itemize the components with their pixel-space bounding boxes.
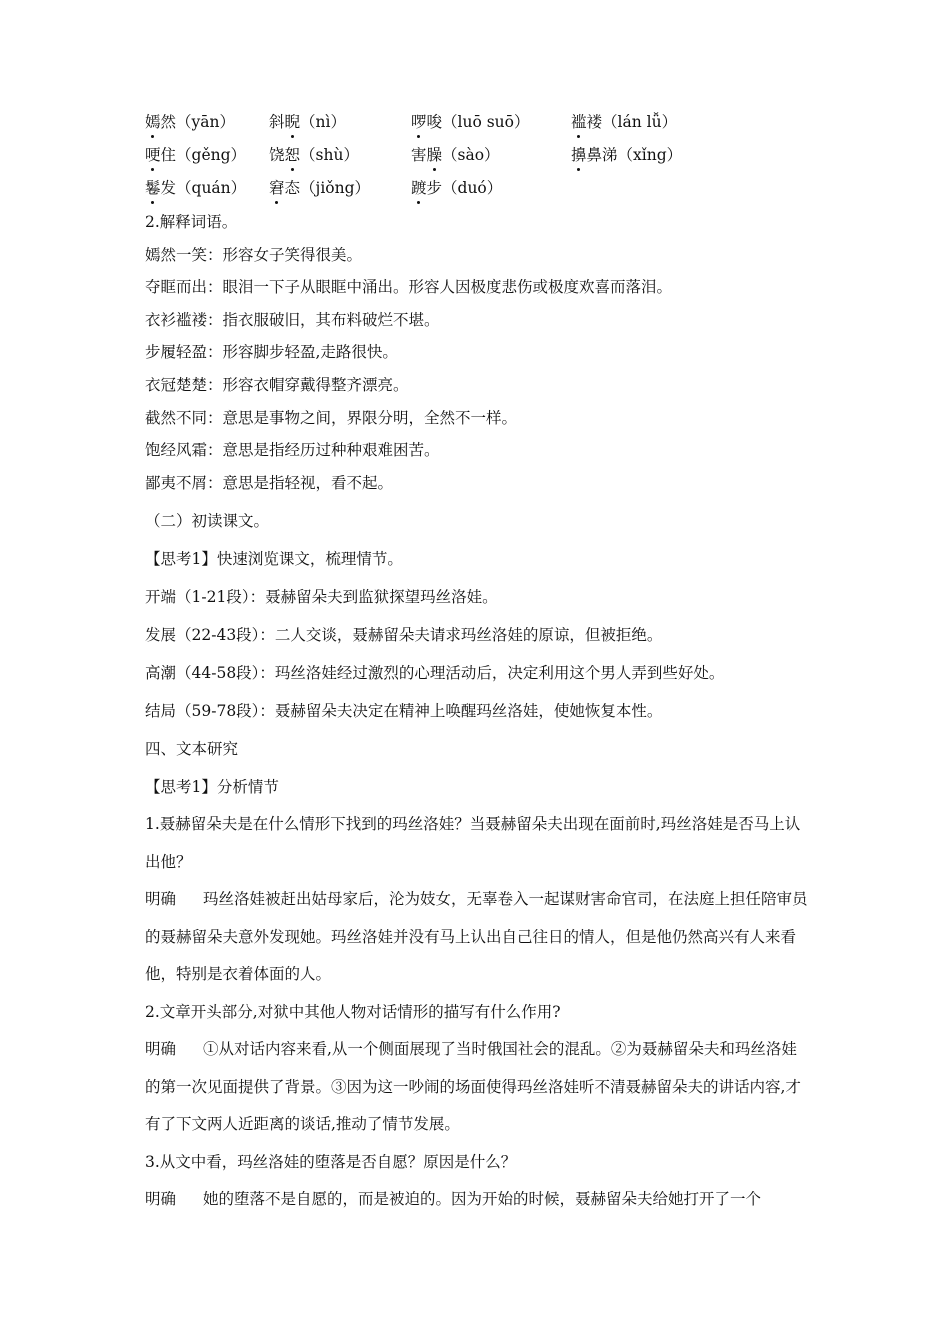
answer-text: ①从对话内容来看,从一个侧面展现了当时俄国社会的混乱。②为聂赫留朵夫和玛丝洛娃的第一次见面提供了背景。③因为这一吵闹的场面使得玛丝洛娃听不清聂赫留朵夫的讲话内容,才有了下文两人近距离的谈话,推动了情节发展。 <box>145 1040 801 1134</box>
emphasis-dot-char: 嫣 <box>145 113 161 131</box>
question-2: 2.文章开头部分,对狱中其他人物对话情形的描写有什么作用? <box>145 1002 561 1021</box>
vocab-item: 饶恕（shù） <box>269 146 359 164</box>
text-line: 衣衫褴褛：指衣服破旧，其布料破烂不堪。 <box>145 310 440 329</box>
section-heading: 四、文本研究 <box>145 740 239 759</box>
answer-text: 她的堕落不是自愿的，而是被迫的。因为开始的时候，聂赫留朵夫给她打开了一个 <box>203 1190 762 1209</box>
text-line: 开端（1-21段）：聂赫留朵夫到监狱探望玛丝洛娃。 <box>145 588 498 607</box>
vocab-item: 窘态（jiǒng） <box>269 179 371 197</box>
vocab-item: 鬈发（quán） <box>145 179 247 197</box>
emphasis-dot-char: 褴 <box>571 113 587 131</box>
answer-label: 明确 <box>145 1040 177 1059</box>
vocab-item: 擤鼻涕（xǐng） <box>571 146 683 164</box>
emphasis-dot-char: 臊 <box>426 146 443 164</box>
text-line: 【思考1】分析情节 <box>145 778 279 797</box>
text-line: 高潮（44-58段）：玛丝洛娃经过激烈的心理活动后，决定利用这个男人弄到些好处。 <box>145 664 725 683</box>
vocab-item: 踱步（duó） <box>411 179 503 197</box>
text-line: 步履轻盈：形容脚步轻盈,走路很快。 <box>145 343 398 362</box>
section-heading: （二）初读课文。 <box>145 512 270 531</box>
question-1: 1.聂赫留朵夫是在什么情形下找到的玛丝洛娃？当聂赫留朵夫出现在面前时,玛丝洛娃是否马上认出他？ <box>145 815 801 871</box>
answer-label: 明确 <box>145 1190 177 1209</box>
text-line: 饱经风霜：意思是指经历过种种艰难困苦。 <box>145 441 440 460</box>
text-line: 截然不同：意思是事物之间，界限分明，全然不一样。 <box>145 408 518 427</box>
text-line: 【思考1】快速浏览课文，梳理情节。 <box>145 550 403 569</box>
text-line: 结局（59-78段）：聂赫留朵夫决定在精神上唤醒玛丝洛娃，使她恢复本性。 <box>145 702 663 721</box>
text-line: 2.解释词语。 <box>145 213 238 231</box>
vocab-item: 嫣然（yān） <box>145 113 235 131</box>
text-line: 发展（22-43段）：二人交谈，聂赫留朵夫请求玛丝洛娃的原谅，但被拒绝。 <box>145 626 663 645</box>
answer-text: 玛丝洛娃被赶出姑母家后，沦为妓女，无辜卷入一起谋财害命官司，在法庭上担任陪审员的聂赫留朵夫意外发现她。玛丝洛娃并没有马上认出自己往日的情人，但是他仍然高兴有人来看他，特别是衣着体面的人。 <box>145 890 808 984</box>
answer-label: 明确 <box>145 890 177 909</box>
emphasis-dot-char: 踱 <box>411 179 427 197</box>
document-content <box>145 113 810 1219</box>
emphasis-dot-char: 哽 <box>145 146 161 164</box>
vocab-item: 害臊（sào） <box>411 146 500 164</box>
emphasis-dot-char: 睨 <box>284 113 301 131</box>
answer-2 <box>145 1031 810 1144</box>
text-line: 鄙夷不屑：意思是指轻视，看不起。 <box>145 473 394 492</box>
vocab-item: 哽住（gěng） <box>145 146 247 164</box>
emphasis-dot-char: 擤 <box>571 146 587 164</box>
vocab-item: 斜睨（nì） <box>269 113 346 131</box>
vocab-grid <box>145 113 810 198</box>
vocab-item: 褴褛（lán lǚ） <box>571 113 678 131</box>
emphasis-dot-char: 鬈 <box>145 179 161 197</box>
answer-3 <box>145 1181 810 1219</box>
vocab-item: 啰唆（luō suō） <box>411 113 530 131</box>
text-line: 嫣然一笑：形容女子笑得很美。 <box>145 245 363 264</box>
emphasis-dot-char: 窘 <box>269 179 285 197</box>
answer-1 <box>145 881 810 994</box>
text-line: 衣冠楚楚：形容衣帽穿戴得整齐漂亮。 <box>145 375 409 394</box>
emphasis-dot-char: 恕 <box>284 146 301 164</box>
emphasis-dot-char: 啰 <box>411 113 427 131</box>
question-3: 3.从文中看，玛丝洛娃的堕落是否自愿？原因是什么？ <box>145 1152 517 1171</box>
text-line: 夺眶而出：眼泪一下子从眼眶中涌出。形容人因极度悲伤或极度欢喜而落泪。 <box>145 278 673 297</box>
